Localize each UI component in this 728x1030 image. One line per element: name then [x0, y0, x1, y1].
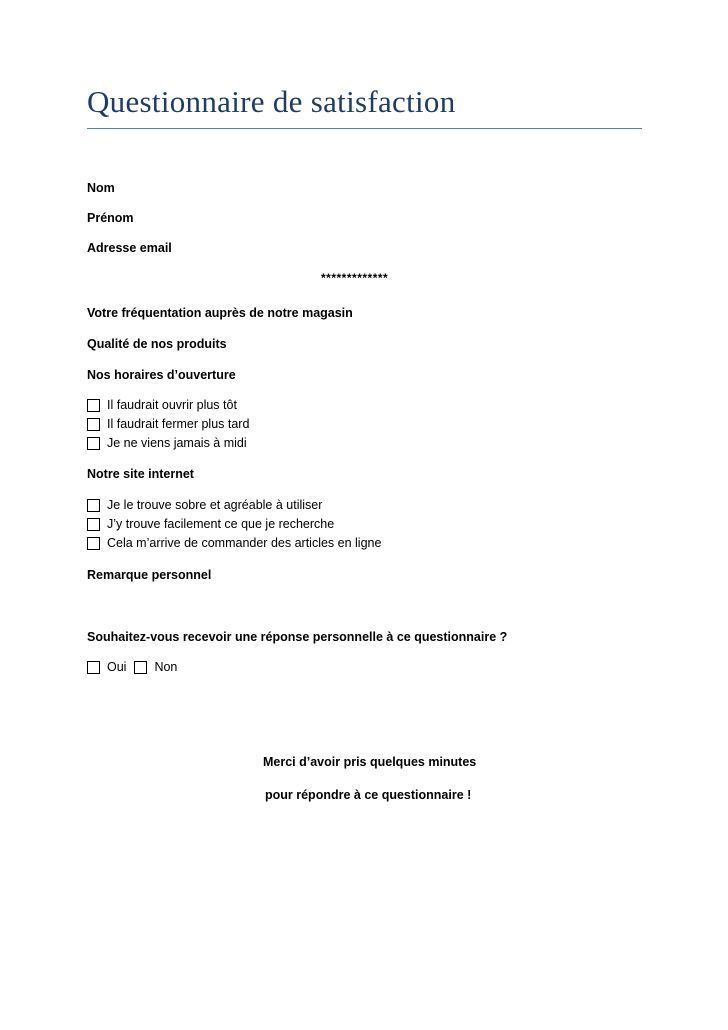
checkbox[interactable] [87, 518, 100, 531]
option-label: Je le trouve sobre et agréable à utiliser [107, 498, 323, 512]
reponse-options [87, 659, 185, 675]
reponse-option-oui[interactable] [87, 660, 134, 674]
horaires-option-2[interactable] [87, 416, 249, 432]
thanks-line-2: pour répondre à ce questionnaire ! [265, 788, 472, 802]
option-label: Je ne viens jamais à midi [107, 436, 247, 450]
section-label-horaires: Nos horaires d’ouverture [87, 368, 236, 382]
site-option-1[interactable] [87, 497, 322, 513]
section-label-qualite: Qualité de nos produits [87, 337, 227, 351]
separator-stars: ************* [321, 271, 389, 285]
title-underline [87, 128, 642, 129]
option-label: Il faudrait fermer plus tard [107, 417, 250, 431]
option-label: Non [154, 660, 178, 674]
reponse-option-non[interactable] [134, 660, 185, 674]
horaires-option-1[interactable] [87, 397, 237, 413]
checkbox[interactable] [87, 437, 100, 450]
checkbox[interactable] [87, 499, 100, 512]
option-label: Oui [107, 660, 127, 674]
checkbox[interactable] [87, 418, 100, 431]
section-label-reponse: Souhaitez-vous recevoir une réponse personnelle à ce questionnaire ? [87, 630, 508, 644]
field-label-prenom: Prénom [87, 211, 134, 225]
option-label: Cela m’arrive de commander des articles en ligne [107, 536, 382, 550]
page-title: Questionnaire de satisfaction [87, 84, 456, 119]
section-label-remarque: Remarque personnel [87, 568, 212, 582]
site-option-3[interactable] [87, 535, 381, 551]
option-label: Il faudrait ouvrir plus tôt [107, 398, 237, 412]
section-label-frequentation: Votre fréquentation auprès de notre magasin [87, 306, 353, 320]
option-label: J’y trouve facilement ce que je recherche [107, 517, 335, 531]
horaires-option-3[interactable] [87, 435, 247, 451]
field-label-email: Adresse email [87, 241, 172, 255]
checkbox[interactable] [87, 537, 100, 550]
checkbox[interactable] [87, 661, 100, 674]
checkbox[interactable] [134, 661, 147, 674]
checkbox[interactable] [87, 399, 100, 412]
field-label-nom: Nom [87, 181, 115, 195]
thanks-line-1: Merci d’avoir pris quelques minutes [263, 755, 477, 769]
section-label-site: Notre site internet [87, 467, 194, 481]
site-option-2[interactable] [87, 516, 334, 532]
